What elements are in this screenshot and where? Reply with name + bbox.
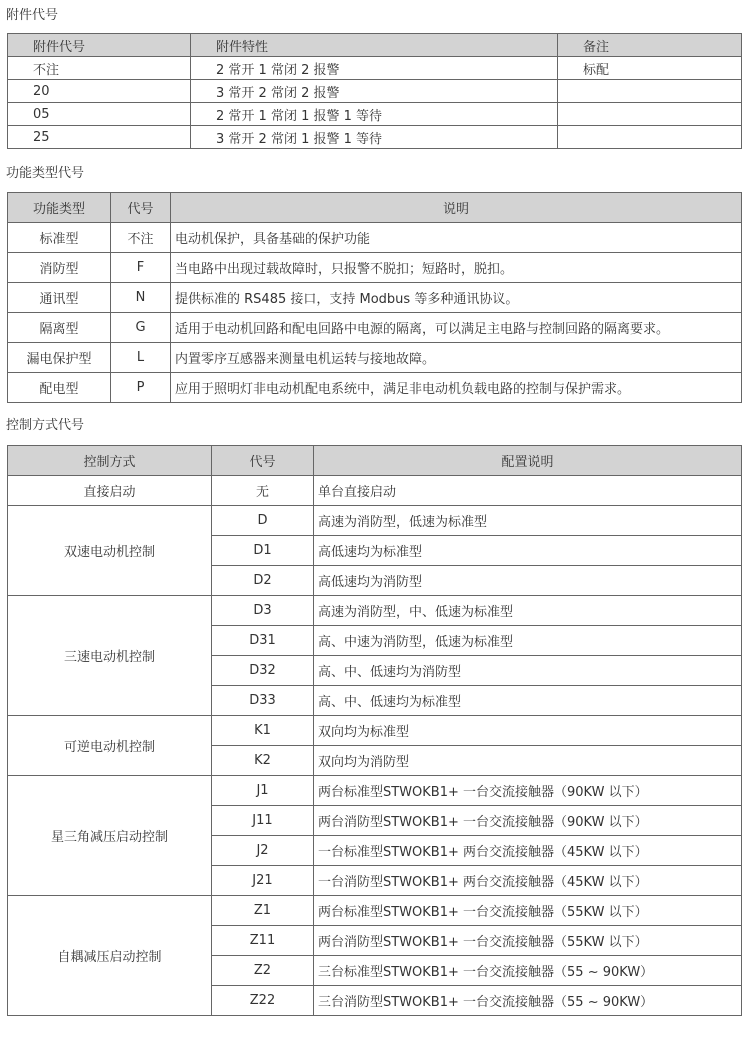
control-code-cell: Z11 <box>212 926 314 956</box>
control-code-cell: Z1 <box>212 896 314 926</box>
table-header-row <box>8 193 742 223</box>
control-config-cell: 一台标准型STWOKB1+ 两台交流接触器（45KW 以下） <box>314 836 742 866</box>
control-config-cell: 两台消防型STWOKB1+ 一台交流接触器（90KW 以下） <box>314 806 742 836</box>
control-config-cell: 两台消防型STWOKB1+ 一台交流接触器（55KW 以下） <box>314 926 742 956</box>
control-code-cell: J11 <box>212 806 314 836</box>
control-code-cell: J2 <box>212 836 314 866</box>
control-code-cell: D31 <box>212 626 314 656</box>
control-config-cell: 高低速均为消防型 <box>314 566 742 596</box>
accessory-remark-cell <box>558 126 742 149</box>
function-description-cell: 内置零序互感器来测量电机运转与接地故障。 <box>171 343 742 373</box>
control-config-cell: 高速为消防型，低速为标准型 <box>314 506 742 536</box>
function-description-cell: 应用于照明灯非电动机配电系统中，满足非电动机负载电路的控制与保护需求。 <box>171 373 742 403</box>
control-mode-cell: 可逆电动机控制 <box>8 716 212 776</box>
control-code-cell: D33 <box>212 686 314 716</box>
control-mode-cell: 直接启动 <box>8 476 212 506</box>
column-header: 代号 <box>111 193 171 223</box>
table-row <box>8 126 742 149</box>
control-code-cell: Z2 <box>212 956 314 986</box>
accessory-remark-cell <box>558 80 742 103</box>
table-row <box>8 223 742 253</box>
function-code-cell: G <box>111 313 171 343</box>
control-code-cell: J1 <box>212 776 314 806</box>
control-config-cell: 三台标准型STWOKB1+ 一台交流接触器（55 ~ 90KW） <box>314 956 742 986</box>
function-type-section-title: 功能类型代号 <box>6 166 85 181</box>
control-mode-section-title: 控制方式代号 <box>6 418 85 433</box>
accessory-feature-cell: 3 常开 2 常闭 2 报警 <box>191 80 558 103</box>
function-type-cell: 漏电保护型 <box>8 343 111 373</box>
control-config-cell: 高低速均为标准型 <box>314 536 742 566</box>
column-header: 附件代号 <box>8 34 191 57</box>
accessory-remark-cell <box>558 103 742 126</box>
control-code-cell: K1 <box>212 716 314 746</box>
function-type-cell: 通讯型 <box>8 283 111 313</box>
control-config-cell: 高、中、低速均为消防型 <box>314 656 742 686</box>
column-header: 配置说明 <box>314 446 742 476</box>
accessory-remark-cell: 标配 <box>558 57 742 80</box>
column-header: 说明 <box>171 193 742 223</box>
function-type-cell: 标准型 <box>8 223 111 253</box>
control-code-cell: K2 <box>212 746 314 776</box>
column-header: 代号 <box>212 446 314 476</box>
table-row <box>8 896 742 926</box>
accessory-section-title: 附件代号 <box>6 8 59 23</box>
control-config-cell: 单台直接启动 <box>314 476 742 506</box>
accessory-code-cell: 25 <box>8 126 191 149</box>
accessory-code-cell: 20 <box>8 80 191 103</box>
function-type-cell: 消防型 <box>8 253 111 283</box>
control-config-cell: 双向均为标准型 <box>314 716 742 746</box>
control-code-cell: J21 <box>212 866 314 896</box>
function-description-cell: 电动机保护，具备基础的保护功能 <box>171 223 742 253</box>
control-config-cell: 高、中速为消防型，低速为标准型 <box>314 626 742 656</box>
function-code-cell: F <box>111 253 171 283</box>
column-header: 附件特性 <box>191 34 558 57</box>
accessory-code-cell: 不注 <box>8 57 191 80</box>
table-row <box>8 313 742 343</box>
control-mode-cell: 星三角减压启动控制 <box>8 776 212 896</box>
table-row <box>8 80 742 103</box>
control-code-cell: 无 <box>212 476 314 506</box>
function-description-cell: 提供标准的 RS485 接口，支持 Modbus 等多种通讯协议。 <box>171 283 742 313</box>
control-code-cell: D2 <box>212 566 314 596</box>
table-row <box>8 343 742 373</box>
table-row <box>8 103 742 126</box>
accessory-code-table <box>7 33 742 149</box>
function-description-cell: 当电路中出现过载故障时，只报警不脱扣；短路时，脱扣。 <box>171 253 742 283</box>
control-config-cell: 高速为消防型，中、低速为标准型 <box>314 596 742 626</box>
function-type-table <box>7 192 742 403</box>
control-config-cell: 两台标准型STWOKB1+ 一台交流接触器（90KW 以下） <box>314 776 742 806</box>
function-code-cell: P <box>111 373 171 403</box>
control-config-cell: 三台消防型STWOKB1+ 一台交流接触器（55 ~ 90KW） <box>314 986 742 1016</box>
control-mode-cell: 自耦减压启动控制 <box>8 896 212 1016</box>
control-mode-cell: 三速电动机控制 <box>8 596 212 716</box>
accessory-feature-cell: 2 常开 1 常闭 1 报警 1 等待 <box>191 103 558 126</box>
control-code-cell: D1 <box>212 536 314 566</box>
control-mode-cell: 双速电动机控制 <box>8 506 212 596</box>
function-description-cell: 适用于电动机回路和配电回路中电源的隔离，可以满足主电路与控制回路的隔离要求。 <box>171 313 742 343</box>
control-config-cell: 两台标准型STWOKB1+ 一台交流接触器（55KW 以下） <box>314 896 742 926</box>
accessory-feature-cell: 2 常开 1 常闭 2 报警 <box>191 57 558 80</box>
control-config-cell: 高、中、低速均为标准型 <box>314 686 742 716</box>
accessory-feature-cell: 3 常开 2 常闭 1 报警 1 等待 <box>191 126 558 149</box>
control-code-cell: D3 <box>212 596 314 626</box>
control-config-cell: 一台消防型STWOKB1+ 两台交流接触器（45KW 以下） <box>314 866 742 896</box>
table-row <box>8 596 742 626</box>
function-code-cell: N <box>111 283 171 313</box>
table-row <box>8 716 742 746</box>
table-row <box>8 476 742 506</box>
function-type-cell: 配电型 <box>8 373 111 403</box>
function-code-cell: 不注 <box>111 223 171 253</box>
column-header: 备注 <box>558 34 742 57</box>
table-row <box>8 57 742 80</box>
column-header: 控制方式 <box>8 446 212 476</box>
table-row <box>8 506 742 536</box>
table-row <box>8 776 742 806</box>
accessory-code-cell: 05 <box>8 103 191 126</box>
control-code-cell: Z22 <box>212 986 314 1016</box>
column-header: 功能类型 <box>8 193 111 223</box>
table-row <box>8 253 742 283</box>
table-row <box>8 283 742 313</box>
function-type-cell: 隔离型 <box>8 313 111 343</box>
control-code-cell: D <box>212 506 314 536</box>
table-header-row <box>8 446 742 476</box>
table-header-row <box>8 34 742 57</box>
function-code-cell: L <box>111 343 171 373</box>
control-mode-table <box>7 445 742 1016</box>
control-code-cell: D32 <box>212 656 314 686</box>
table-row <box>8 373 742 403</box>
control-config-cell: 双向均为消防型 <box>314 746 742 776</box>
